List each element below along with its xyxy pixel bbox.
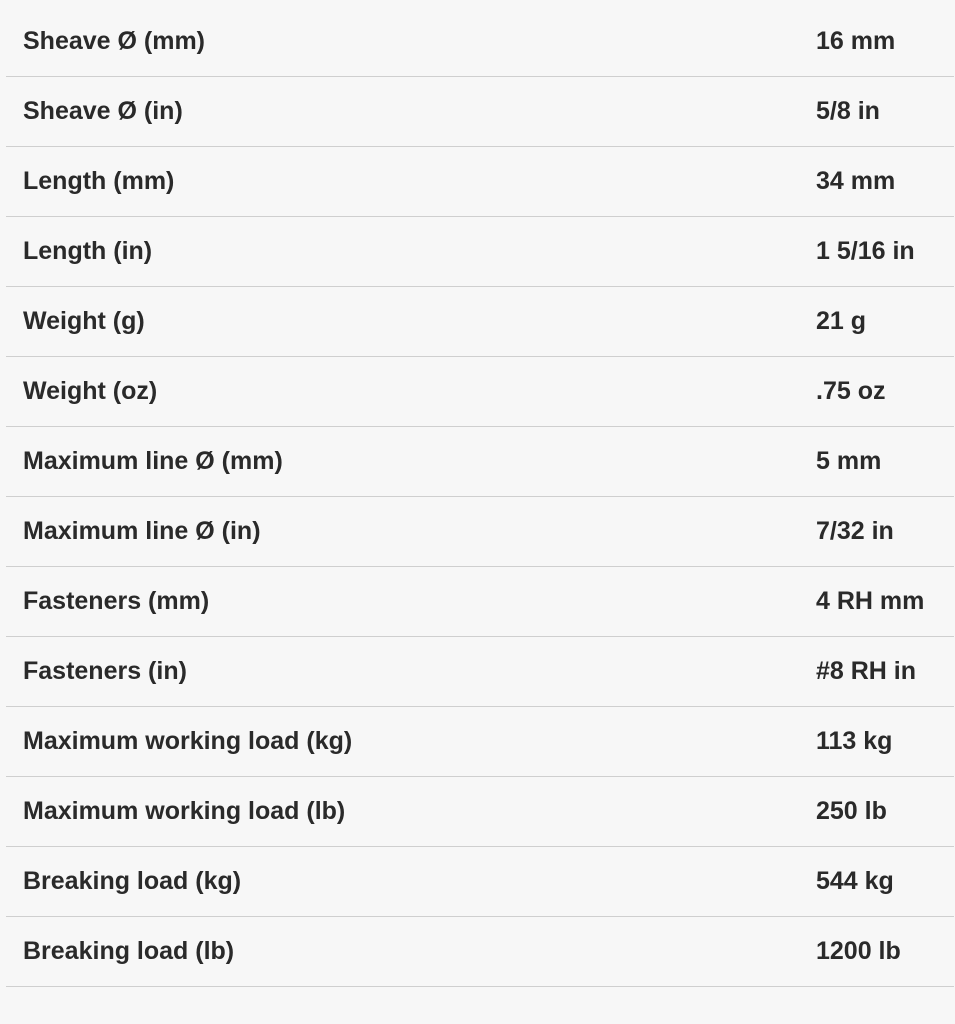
spec-value: 4 RH mm <box>816 587 925 615</box>
spec-value: 1200 lb <box>816 937 901 965</box>
spec-row-sheave-in <box>6 77 954 147</box>
spec-label: Weight (oz) <box>23 377 158 405</box>
spec-value: 1 5/16 in <box>816 237 915 265</box>
spec-row-max-working-load-kg <box>6 707 954 777</box>
spec-row-fasteners-mm <box>6 567 954 637</box>
spec-label: Maximum working load (lb) <box>23 797 346 825</box>
spec-row-sheave-mm <box>6 7 954 77</box>
spec-label: Fasteners (in) <box>23 657 187 685</box>
spec-value: 5/8 in <box>816 97 880 125</box>
spec-value: 544 kg <box>816 867 894 895</box>
spec-table <box>6 7 954 987</box>
spec-label: Maximum line Ø (mm) <box>23 447 283 475</box>
spec-row-weight-g <box>6 287 954 357</box>
spec-row-fasteners-in <box>6 637 954 707</box>
spec-label: Length (mm) <box>23 167 175 195</box>
spec-row-weight-oz <box>6 357 954 427</box>
spec-value: 113 kg <box>816 727 893 755</box>
spec-value: #8 RH in <box>816 657 917 685</box>
spec-label: Breaking load (lb) <box>23 937 235 965</box>
spec-value: .75 oz <box>816 377 886 405</box>
spec-value: 5 mm <box>816 447 882 475</box>
spec-label: Length (in) <box>23 237 153 265</box>
spec-label: Fasteners (mm) <box>23 587 210 615</box>
spec-row-breaking-load-kg <box>6 847 954 917</box>
spec-label: Maximum line Ø (in) <box>23 517 261 545</box>
spec-row-length-in <box>6 217 954 287</box>
spec-value: 16 mm <box>816 27 896 55</box>
spec-row-length-mm <box>6 147 954 217</box>
spec-row-max-working-load-lb <box>6 777 954 847</box>
spec-label: Weight (g) <box>23 307 145 335</box>
spec-value: 250 lb <box>816 797 887 825</box>
spec-label: Sheave Ø (mm) <box>23 27 206 55</box>
spec-value: 7/32 in <box>816 517 894 545</box>
spec-row-breaking-load-lb <box>6 917 954 987</box>
spec-row-max-line-mm <box>6 427 954 497</box>
spec-value: 21 g <box>816 307 867 335</box>
spec-row-max-line-in <box>6 497 954 567</box>
spec-label: Sheave Ø (in) <box>23 97 183 125</box>
spec-label: Breaking load (kg) <box>23 867 242 895</box>
spec-value: 34 mm <box>816 167 896 195</box>
spec-label: Maximum working load (kg) <box>23 727 353 755</box>
